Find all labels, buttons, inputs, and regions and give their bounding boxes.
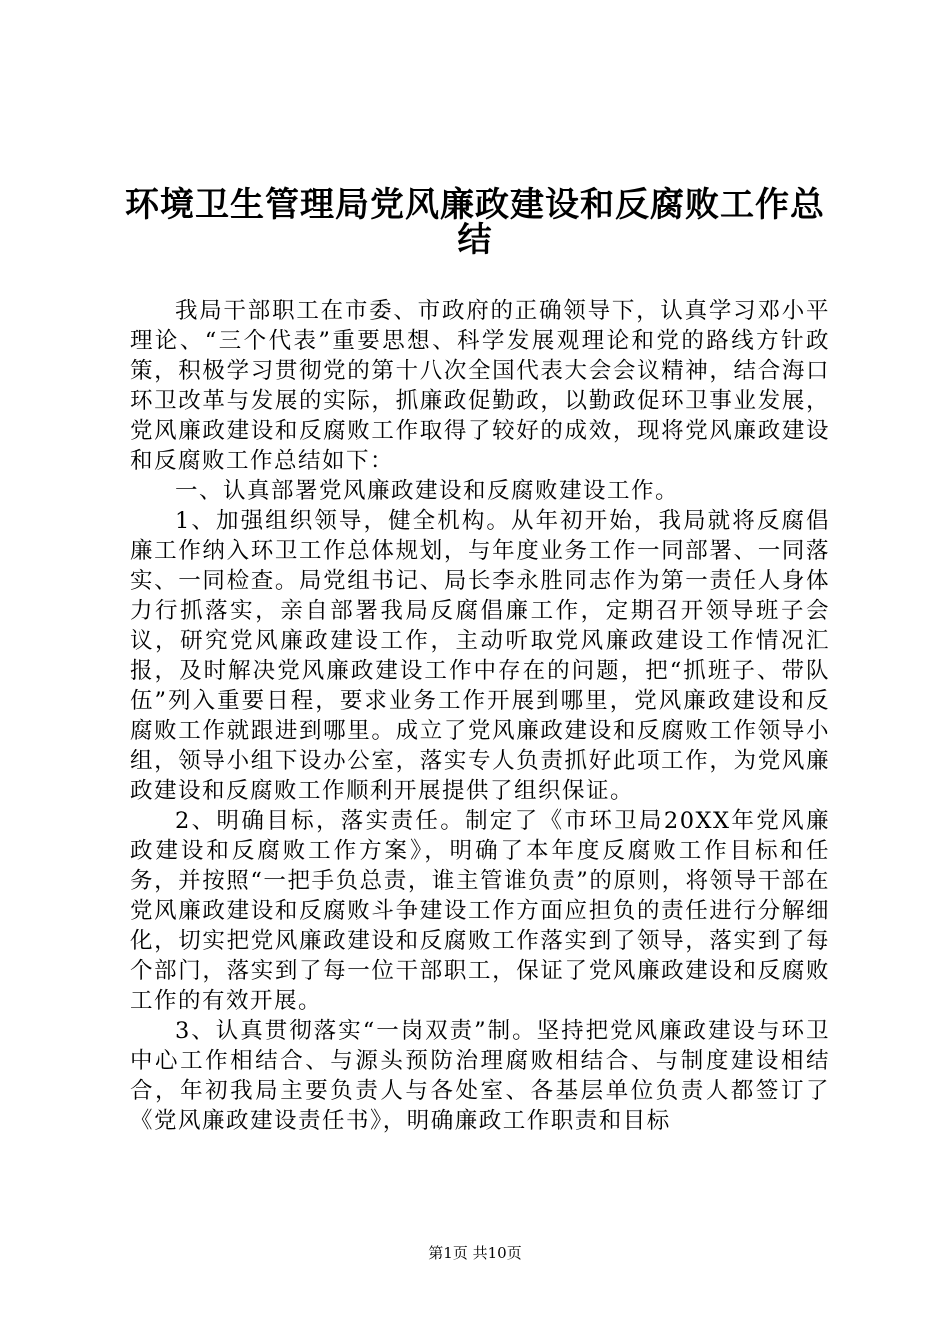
paragraph-intro: 我局干部职工在市委、市政府的正确领导下，认真学习邓小平理论、“三个代表”重要思想、科学发展观理论和党的路线方针政策，积极学习贯彻党的第十八次全国代表大会会议精神，结合海口环卫改革与发展的实际，抓廉政促勤政，以勤政促环卫事业发展，党风廉政建设和反腐败工作取得了较好的成效，现将党风廉政建设和反腐败工作总结如下： xyxy=(130,298,830,474)
paragraph-item-1: 1、加强组织领导，健全机构。从年初开始，我局就将反腐倡廉工作纳入环卫工作总体规划，与年度业务工作一同部署、一同落实、一同检查。局党组书记、局长李永胜同志作为第一责任人身体力行抓落实，亲自部署我局反腐倡廉工作，定期召开领导班子会议，研究党风廉政建设工作，主动听取党风廉政建设工作情况汇报，及时解决党风廉政建设工作中存在的问题，把“抓班子、带队伍”列入重要日程，要求业务工作开展到哪里，党风廉政建设和反腐败工作就跟进到哪里。成立了党风廉政建设和反腐败工作领导小组，领导小组下设办公室，落实专人负责抓好此项工作，为党风廉政建设和反腐败工作顺利开展提供了组织保证。 xyxy=(130,508,830,804)
paragraph-item-2: 2、明确目标，落实责任。制定了《市环卫局20XX年党风廉政建设和反腐败工作方案》，明确了本年度反腐败工作目标和任务，并按照“一把手负总责，谁主管谁负责”的原则，将领导干部在党风廉政建设和反腐败斗争建设工作方面应担负的责任进行分解细化，切实把党风廉政建设和反腐败工作落实到了领导，落实到了每个部门，落实到了每一位干部职工，保证了党风廉政建设和反腐败工作的有效开展。 xyxy=(130,808,830,1014)
document-title-line-2: 结 xyxy=(457,220,493,260)
document-body xyxy=(130,296,830,1136)
paragraph-item-3: 3、认真贯彻落实“一岗双责”制。坚持把党风廉政建设与环卫中心工作相结合、与源头预防治理腐败相结合、与制度建设相结合，年初我局主要负责人与各处室、各基层单位负责人都签订了《党风廉政建设责任书》，明确廉政工作职责和目标 xyxy=(130,1018,830,1134)
document-title-line-1: 环境卫生管理局党风廉政建设和反腐败工作总 xyxy=(125,185,825,225)
page-number-footer: 第1页 共10页 xyxy=(428,1244,522,1262)
paragraph-section-heading: 一、认真部署党风廉政建设和反腐败建设工作。 xyxy=(175,478,680,504)
